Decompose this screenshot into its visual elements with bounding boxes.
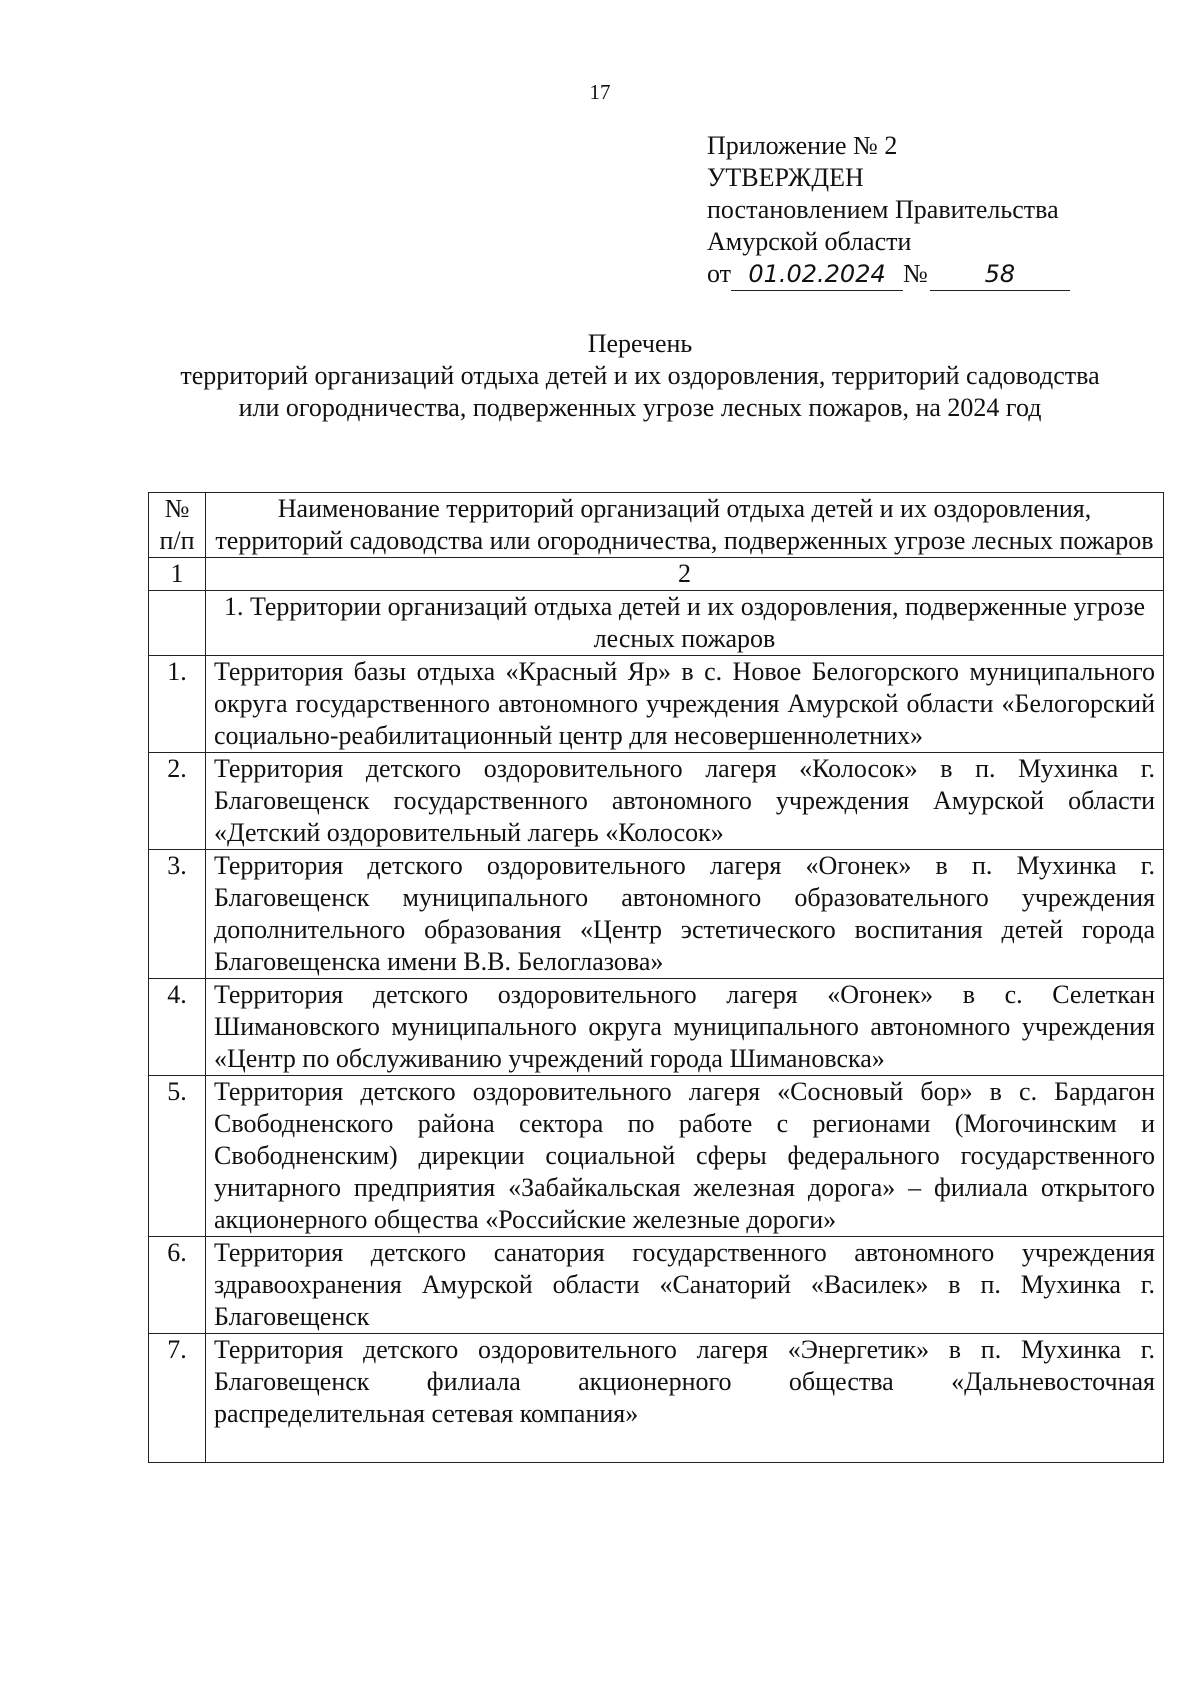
- date-prefix: от: [707, 259, 732, 288]
- row-text: Территория детского оздоровительного лагеря «Огонек» в с. Селеткан Шимановского муниципального округа муниципального автономного учреждения «Центр по обслуживанию учреждений города Шимановска»: [206, 979, 1164, 1076]
- document-title: [180, 328, 1100, 424]
- table-row: [149, 656, 1164, 753]
- table-row: [149, 1076, 1164, 1237]
- row-number: 7.: [149, 1334, 206, 1463]
- row-number: 3.: [149, 850, 206, 979]
- handwritten-number: 58: [930, 258, 1070, 291]
- row-text: Территория детского оздоровительного лагеря «Колосок» в п. Мухинка г. Благовещенск государственного автономного учреждения Амурской области «Детский оздоровительный лагерь «Колосок»: [206, 753, 1164, 850]
- table-row: [149, 850, 1164, 979]
- table-row: [149, 1334, 1164, 1463]
- section-row: [149, 591, 1164, 656]
- table-row: [149, 979, 1164, 1076]
- title-heading: Перечень: [587, 329, 693, 358]
- date-number-line: [707, 258, 1070, 291]
- column-index-2: 2: [206, 558, 1164, 591]
- approval-stamp: [707, 130, 1070, 291]
- table-row: [149, 753, 1164, 850]
- region-label: Амурской области: [707, 227, 912, 256]
- number-prefix: №: [903, 259, 928, 288]
- row-text: Территория детского оздоровительного лагеря «Сосновый бор» в с. Бардагон Свободненского района сектора по работе с регионами (Могочинским и Свободненским) дирекции социальной сферы федерального государственного унитарного предприятия «Забайкальская железная дорога» – филиала открытого акционерного общества «Российские железные дороги»: [206, 1076, 1164, 1237]
- row-text: Территория детского оздоровительного лагеря «Энергетик» в п. Мухинка г. Благовещенск филиала акционерного общества «Дальневосточная распределительная сетевая компания»: [206, 1334, 1164, 1463]
- resolution-label: постановлением Правительства: [707, 195, 1059, 224]
- row-number: 2.: [149, 753, 206, 850]
- table-row: [149, 1237, 1164, 1334]
- row-text: Территория детского оздоровительного лагеря «Огонек» в п. Мухинка г. Благовещенск муниципального автономного образовательного учреждения дополнительного образования «Центр эстетического воспитания детей города Благовещенска имени В.В. Белоглазова»: [206, 850, 1164, 979]
- row-number: 6.: [149, 1237, 206, 1334]
- header-number: № п/п: [149, 493, 206, 558]
- territories-table: [148, 492, 1164, 1463]
- column-index-1: 1: [149, 558, 206, 591]
- row-text: Территория базы отдыха «Красный Яр» в с. Новое Белогорского муниципального округа государственного автономного учреждения Амурской области «Белогорский социально-реабилитационный центр для несовершеннолетних»: [206, 656, 1164, 753]
- table-header-row: [149, 493, 1164, 558]
- section-number-cell: [149, 591, 206, 656]
- row-text: Территория детского санатория государственного автономного учреждения здравоохранения Амурской области «Санаторий «Василек» в п. Мухинка г. Благовещенск: [206, 1237, 1164, 1334]
- appendix-label: Приложение № 2: [707, 131, 898, 160]
- section-heading: 1. Территории организаций отдыха детей и их оздоровления, подверженные угрозе лесных пожаров: [206, 591, 1164, 656]
- title-subheading: территорий организаций отдыха детей и их оздоровления, территорий садоводства или огородничества, подверженных угрозе лесных пожаров, на 2024 год: [180, 361, 1100, 422]
- row-number: 1.: [149, 656, 206, 753]
- column-number-row: [149, 558, 1164, 591]
- header-name: Наименование территорий организаций отдыха детей и их оздоровления, территорий садоводства или огородничества, подверженных угрозе лесных пожаров: [206, 493, 1164, 558]
- row-number: 4.: [149, 979, 206, 1076]
- row-number: 5.: [149, 1076, 206, 1237]
- approved-label: УТВЕРЖДЕН: [707, 163, 864, 192]
- handwritten-date: 01.02.2024: [731, 258, 903, 291]
- page-number: 17: [589, 80, 611, 104]
